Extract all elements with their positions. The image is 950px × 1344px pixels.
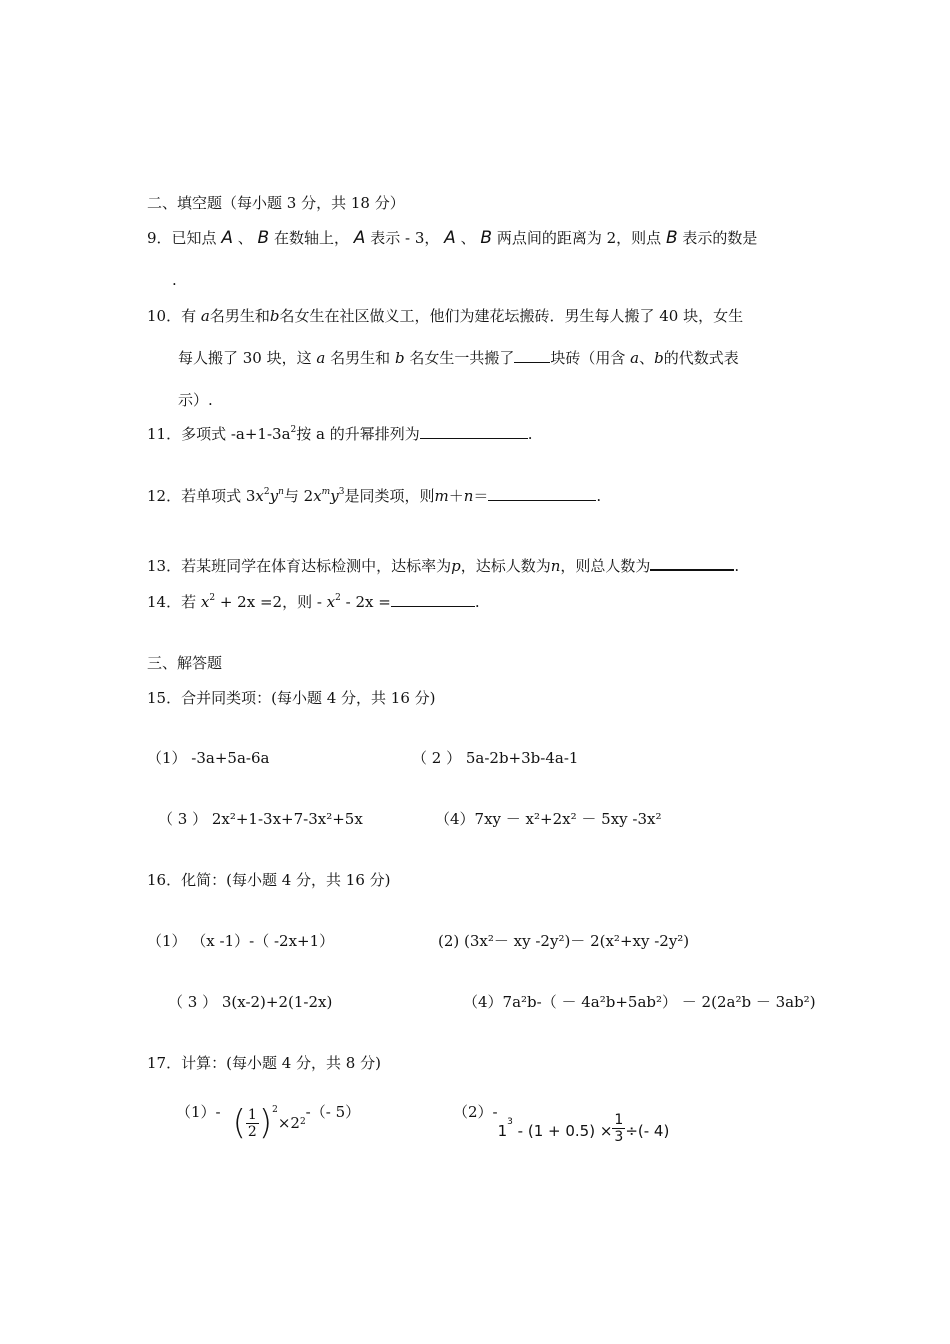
question-11	[147, 424, 533, 444]
q10-text: 的代数式表	[663, 349, 739, 367]
q10-answer-blank[interactable]	[514, 348, 550, 363]
q9-text: 表示的数是	[682, 229, 758, 247]
q13-text: 13．若某班同学在体育达标检测中，达标率为	[147, 557, 452, 575]
q12-end: .	[596, 487, 602, 505]
q16-part-4: （4）7a²b-（ － 4a²b+5ab²） － 2(2a²b － 3ab²)	[463, 993, 816, 1011]
q12-var: y	[269, 487, 279, 505]
q10-text: 块砖（用含	[550, 349, 626, 367]
q13-text: ，则总人数为	[560, 557, 651, 575]
q10-end: 示）.	[178, 391, 213, 409]
q9-text: 9．已知点	[147, 229, 217, 247]
question-10-line2	[178, 348, 739, 368]
q10-text: 名男生和	[330, 349, 391, 367]
q11-exponent: 2	[290, 425, 297, 435]
fraction-numerator: 1	[614, 1111, 624, 1128]
q17-p2-label: （2）-	[453, 1103, 498, 1121]
question-13	[147, 555, 739, 576]
q10-var-a: a	[316, 349, 326, 367]
question-16-title: 16．化简：(每小题 4 分，共 16 分)	[147, 871, 391, 889]
q11-end: .	[527, 425, 533, 443]
q17-part-1	[176, 1098, 360, 1148]
q17-p1-exp2: 2	[299, 1117, 306, 1127]
left-paren-icon: (	[232, 1103, 246, 1143]
q17-p1-exp: 2	[272, 1105, 278, 1115]
q15-part-3: （ 3 ） 2x²+1-3x+7-3x²+5x	[158, 810, 363, 828]
question-14	[147, 592, 480, 612]
q9-var-a: A	[221, 228, 233, 248]
q12-var: x	[255, 487, 264, 505]
q9-var-b: B	[257, 228, 270, 248]
q10-var-b: b	[269, 307, 280, 325]
q12-text: 12．若单项式 3	[147, 487, 256, 505]
q10-text: 每人搬了 30 块，这	[178, 349, 312, 367]
q17-p1-mul: ×2	[277, 1114, 300, 1132]
q12-op: ＋	[448, 487, 464, 505]
q9-var-a: A	[353, 228, 366, 248]
q17-part-2	[453, 1098, 669, 1148]
q10-text: 名女生一共搬了	[409, 349, 515, 367]
q9-sep: 、	[237, 229, 253, 247]
q12-var: n	[463, 487, 474, 505]
q17-p2-exp: 3	[507, 1117, 513, 1127]
q9-sep: 、	[460, 229, 476, 247]
q14-end: .	[474, 593, 480, 611]
q12-exp: m	[321, 487, 331, 497]
q12-var: x	[313, 487, 322, 505]
q9-var-b: B	[480, 228, 493, 248]
q14-text: - 2x =	[340, 593, 391, 611]
q12-text: 是同类项，则	[344, 487, 435, 505]
q17-p1-rest: -（- 5）	[305, 1103, 361, 1121]
q10-var-b: b	[394, 349, 405, 367]
q14-answer-blank[interactable]	[391, 592, 475, 607]
q14-var: x	[326, 593, 336, 611]
q17-p2-mid: - (1 + 0.5) ×	[512, 1122, 613, 1140]
q16-part-3: （ 3 ） 3(x-2)+2(1-2x)	[168, 993, 333, 1011]
q10-text: 10．有	[147, 307, 197, 325]
q9-var-b: B	[665, 228, 678, 248]
section-title-fill-blank: 二、填空题（每小题 3 分，共 18 分）	[147, 194, 405, 212]
q9-text: 两点间的距离为 2，则点	[496, 229, 662, 247]
q11-text: 11．多项式 -a+1-3a	[147, 425, 291, 443]
q13-answer-blank[interactable]	[650, 555, 734, 571]
q14-exp: 2	[209, 593, 216, 603]
q12-op: ＝	[473, 487, 489, 505]
q17-p1-label: （1）-	[176, 1103, 221, 1121]
q16-part-2: (2) (3x²－ xy -2y²)－ 2(x²+xy -2y²)	[438, 932, 690, 950]
q14-var: x	[200, 593, 210, 611]
q9-text: 表示 - 3，	[370, 229, 440, 247]
q12-exp: 3	[338, 487, 345, 497]
question-15-title: 15．合并同类项：(每小题 4 分，共 16 分)	[147, 689, 436, 707]
q13-var: p	[451, 557, 461, 575]
q12-exp: n	[278, 487, 284, 497]
right-paren-icon: )	[258, 1103, 273, 1143]
q14-text: + 2x =2，则 -	[215, 593, 327, 611]
q12-answer-blank[interactable]	[488, 486, 596, 501]
q10-var-b: b	[654, 349, 664, 367]
q13-end: .	[734, 557, 740, 575]
q12-var: y	[330, 487, 339, 505]
q15-part-4: （4）7xy － x²+2x² － 5xy -3x²	[435, 810, 662, 828]
fraction-denominator: 3	[614, 1128, 624, 1145]
fraction-denominator: 2	[247, 1123, 257, 1140]
q9-end: .	[172, 271, 177, 289]
q11-answer-blank[interactable]	[420, 424, 528, 439]
question-10-line1	[147, 306, 743, 326]
q10-text: 名女生在社区做义工，他们为建花坛搬砖．男生每人搬了 40 块，女生	[279, 307, 744, 325]
q12-text: 与 2	[283, 487, 314, 505]
q15-part-2: （ 2 ） 5a-2b+3b-4a-1	[412, 749, 579, 767]
fraction-numerator: 1	[247, 1106, 257, 1123]
q17-p1-fraction	[246, 1107, 259, 1140]
q14-exp: 2	[335, 593, 341, 603]
q17-p2-base: 1	[497, 1122, 508, 1140]
q17-p2-rest: ÷(- 4)	[625, 1122, 670, 1140]
q10-text: 名男生和	[209, 307, 270, 325]
q13-text: ，达标人数为	[460, 557, 551, 575]
q9-var-a: A	[444, 228, 456, 248]
q13-var: n	[550, 557, 561, 575]
question-12	[147, 486, 601, 506]
q10-text: 、	[639, 349, 655, 367]
question-9	[147, 228, 757, 248]
q11-text: 按 a 的升幂排列为	[296, 425, 420, 443]
q12-exp: 2	[263, 487, 270, 497]
section-title-solve: 三、解答题	[147, 654, 223, 672]
q15-part-1: （1） -3a+5a-6a	[147, 749, 270, 767]
q9-text: 在数轴上，	[274, 229, 350, 247]
q10-var-a: a	[200, 307, 210, 325]
question-17-title: 17．计算：(每小题 4 分，共 8 分)	[147, 1054, 381, 1072]
q12-var: m	[434, 487, 449, 505]
q17-p2-fraction	[612, 1112, 625, 1145]
q10-var-a: a	[630, 349, 640, 367]
q14-text: 14．若	[147, 593, 197, 611]
q16-part-1: （1） （x -1）-（ -2x+1）	[147, 932, 335, 950]
